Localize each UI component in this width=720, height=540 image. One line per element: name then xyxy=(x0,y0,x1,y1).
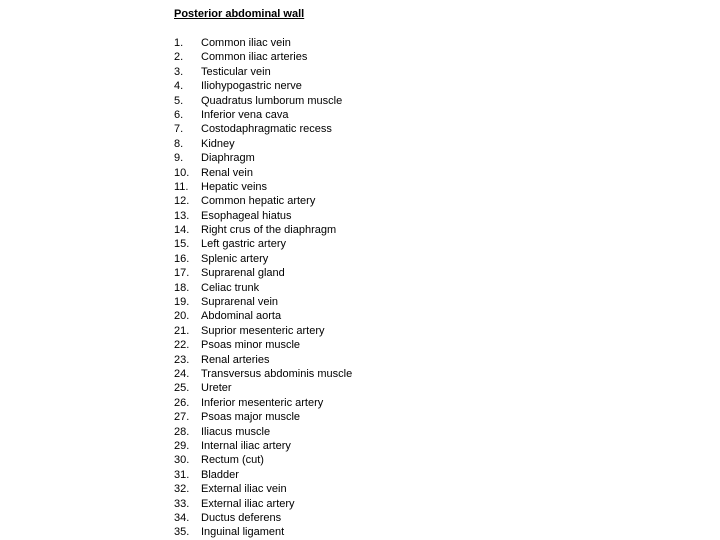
list-item xyxy=(174,137,352,151)
list-item-number: 15. xyxy=(174,238,190,251)
list-item-label: Renal arteries xyxy=(201,353,270,366)
list-item-number: 21. xyxy=(174,324,190,337)
list-item-number: 34. xyxy=(174,511,190,524)
list-item-number: 28. xyxy=(174,425,190,438)
list-item xyxy=(174,79,352,93)
list-item xyxy=(174,396,352,410)
list-item-label: Ductus deferens xyxy=(201,511,282,524)
list-item-label: Inguinal ligament xyxy=(201,526,285,539)
list-item-number: 1. xyxy=(174,37,184,49)
list-item-label: Bladder xyxy=(201,468,239,481)
list-item xyxy=(174,425,352,439)
list-item xyxy=(174,309,352,323)
list-item xyxy=(174,65,352,79)
list-item xyxy=(174,94,352,108)
list-item xyxy=(174,108,352,122)
list-item-label: Psoas minor muscle xyxy=(201,339,301,352)
list-item xyxy=(174,252,352,266)
list-item xyxy=(174,266,352,280)
list-item-label: Esophageal hiatus xyxy=(201,209,292,222)
list-item-number: 2. xyxy=(174,51,184,64)
list-item xyxy=(174,511,352,525)
list-item-number: 30. xyxy=(174,454,190,467)
list-item xyxy=(174,381,352,395)
list-item-label: Renal vein xyxy=(201,166,253,179)
list-item-label: Suprarenal gland xyxy=(201,267,285,280)
list-item-label: Abdominal aorta xyxy=(201,310,282,323)
list-item-label: Suprarenal vein xyxy=(201,296,279,309)
list-item-number: 16. xyxy=(174,252,190,265)
list-item-label: Transversus abdominis muscle xyxy=(201,367,353,380)
list-item xyxy=(174,525,352,539)
list-item xyxy=(174,122,352,136)
list-item-number: 6. xyxy=(174,108,184,121)
list-item-number: 19. xyxy=(174,296,190,309)
list-item-number: 23. xyxy=(174,353,190,366)
list-item-number: 18. xyxy=(174,281,190,294)
list-item-label: Ureter xyxy=(201,382,232,395)
list-item-label: Inferior mesenteric artery xyxy=(201,396,324,409)
list-item-label: External iliac artery xyxy=(201,497,295,510)
list-item xyxy=(174,194,352,208)
list-item-label: Iliohypogastric nerve xyxy=(201,80,302,93)
document xyxy=(174,7,694,539)
numbered-list xyxy=(174,36,352,540)
list-item-number: 26. xyxy=(174,396,190,409)
list-item-label: Right crus of the diaphragm xyxy=(201,224,337,237)
list-item-number: 25. xyxy=(174,382,190,395)
list-item-label: Quadratus lumborum muscle xyxy=(201,94,343,107)
list-item xyxy=(174,439,352,453)
list-item xyxy=(174,36,352,50)
list-item xyxy=(174,209,352,223)
list-item-label: Psoas major muscle xyxy=(201,411,301,424)
list-item-number: 4. xyxy=(174,80,184,93)
list-item xyxy=(174,324,352,338)
list-item-number: 35. xyxy=(174,526,190,539)
list-item-number: 22. xyxy=(174,339,190,352)
list-item-number: 32. xyxy=(174,483,190,496)
list-item-label: Iliacus muscle xyxy=(201,425,271,438)
list-item-label: External iliac vein xyxy=(201,483,287,496)
list-item-number: 10. xyxy=(174,166,190,179)
list-item-label: Celiac trunk xyxy=(201,281,260,294)
list-item-number: 3. xyxy=(174,65,184,78)
list-item xyxy=(174,151,352,165)
list-item xyxy=(174,180,352,194)
list-item-number: 9. xyxy=(174,152,184,165)
list-item-label: Left gastric artery xyxy=(201,238,286,251)
list-item xyxy=(174,223,352,237)
document-title: Posterior abdominal wall xyxy=(174,8,305,20)
list-item xyxy=(174,453,352,467)
list-item-label: Costodaphragmatic recess xyxy=(201,123,332,136)
list-item-label: Hepatic veins xyxy=(201,180,268,193)
list-item-number: 17. xyxy=(174,267,190,280)
list-item-label: Common iliac vein xyxy=(201,37,291,49)
list-item-number: 12. xyxy=(174,195,190,208)
list-item-number: 29. xyxy=(174,439,190,452)
list-item-number: 11. xyxy=(174,180,189,193)
list-item xyxy=(174,281,352,295)
list-item-number: 24. xyxy=(174,367,190,380)
list-item-number: 5. xyxy=(174,94,184,107)
list-item-label: Internal iliac artery xyxy=(201,439,291,452)
list-item xyxy=(174,497,352,511)
list-item-number: 33. xyxy=(174,497,190,510)
list-item-number: 27. xyxy=(174,411,190,424)
list-item xyxy=(174,237,352,251)
list-item-number: 7. xyxy=(174,123,184,136)
list-item-label: Diaphragm xyxy=(201,152,255,165)
list-item-label: Splenic artery xyxy=(201,252,269,265)
list-item xyxy=(174,482,352,496)
list-item-label: Kidney xyxy=(201,137,235,150)
list-item-label: Suprior mesenteric artery xyxy=(201,324,325,337)
list-item-number: 13. xyxy=(174,209,190,222)
list-item-label: Common hepatic artery xyxy=(201,195,316,208)
list-item xyxy=(174,166,352,180)
list-item-label: Inferior vena cava xyxy=(201,108,289,121)
list-item xyxy=(174,353,352,367)
list-item-number: 14. xyxy=(174,224,190,237)
list-item-label: Rectum (cut) xyxy=(201,454,264,467)
list-item-number: 20. xyxy=(174,310,190,323)
list-item-number: 31. xyxy=(174,468,190,481)
list-item xyxy=(174,295,352,309)
list-item xyxy=(174,468,352,482)
list-item-label: Common iliac arteries xyxy=(201,51,308,64)
list-item-number: 8. xyxy=(174,137,184,150)
list-item xyxy=(174,367,352,381)
list-item xyxy=(174,50,352,64)
list-item-label: Testicular vein xyxy=(201,65,271,78)
list-item xyxy=(174,338,352,352)
list-item xyxy=(174,410,352,424)
